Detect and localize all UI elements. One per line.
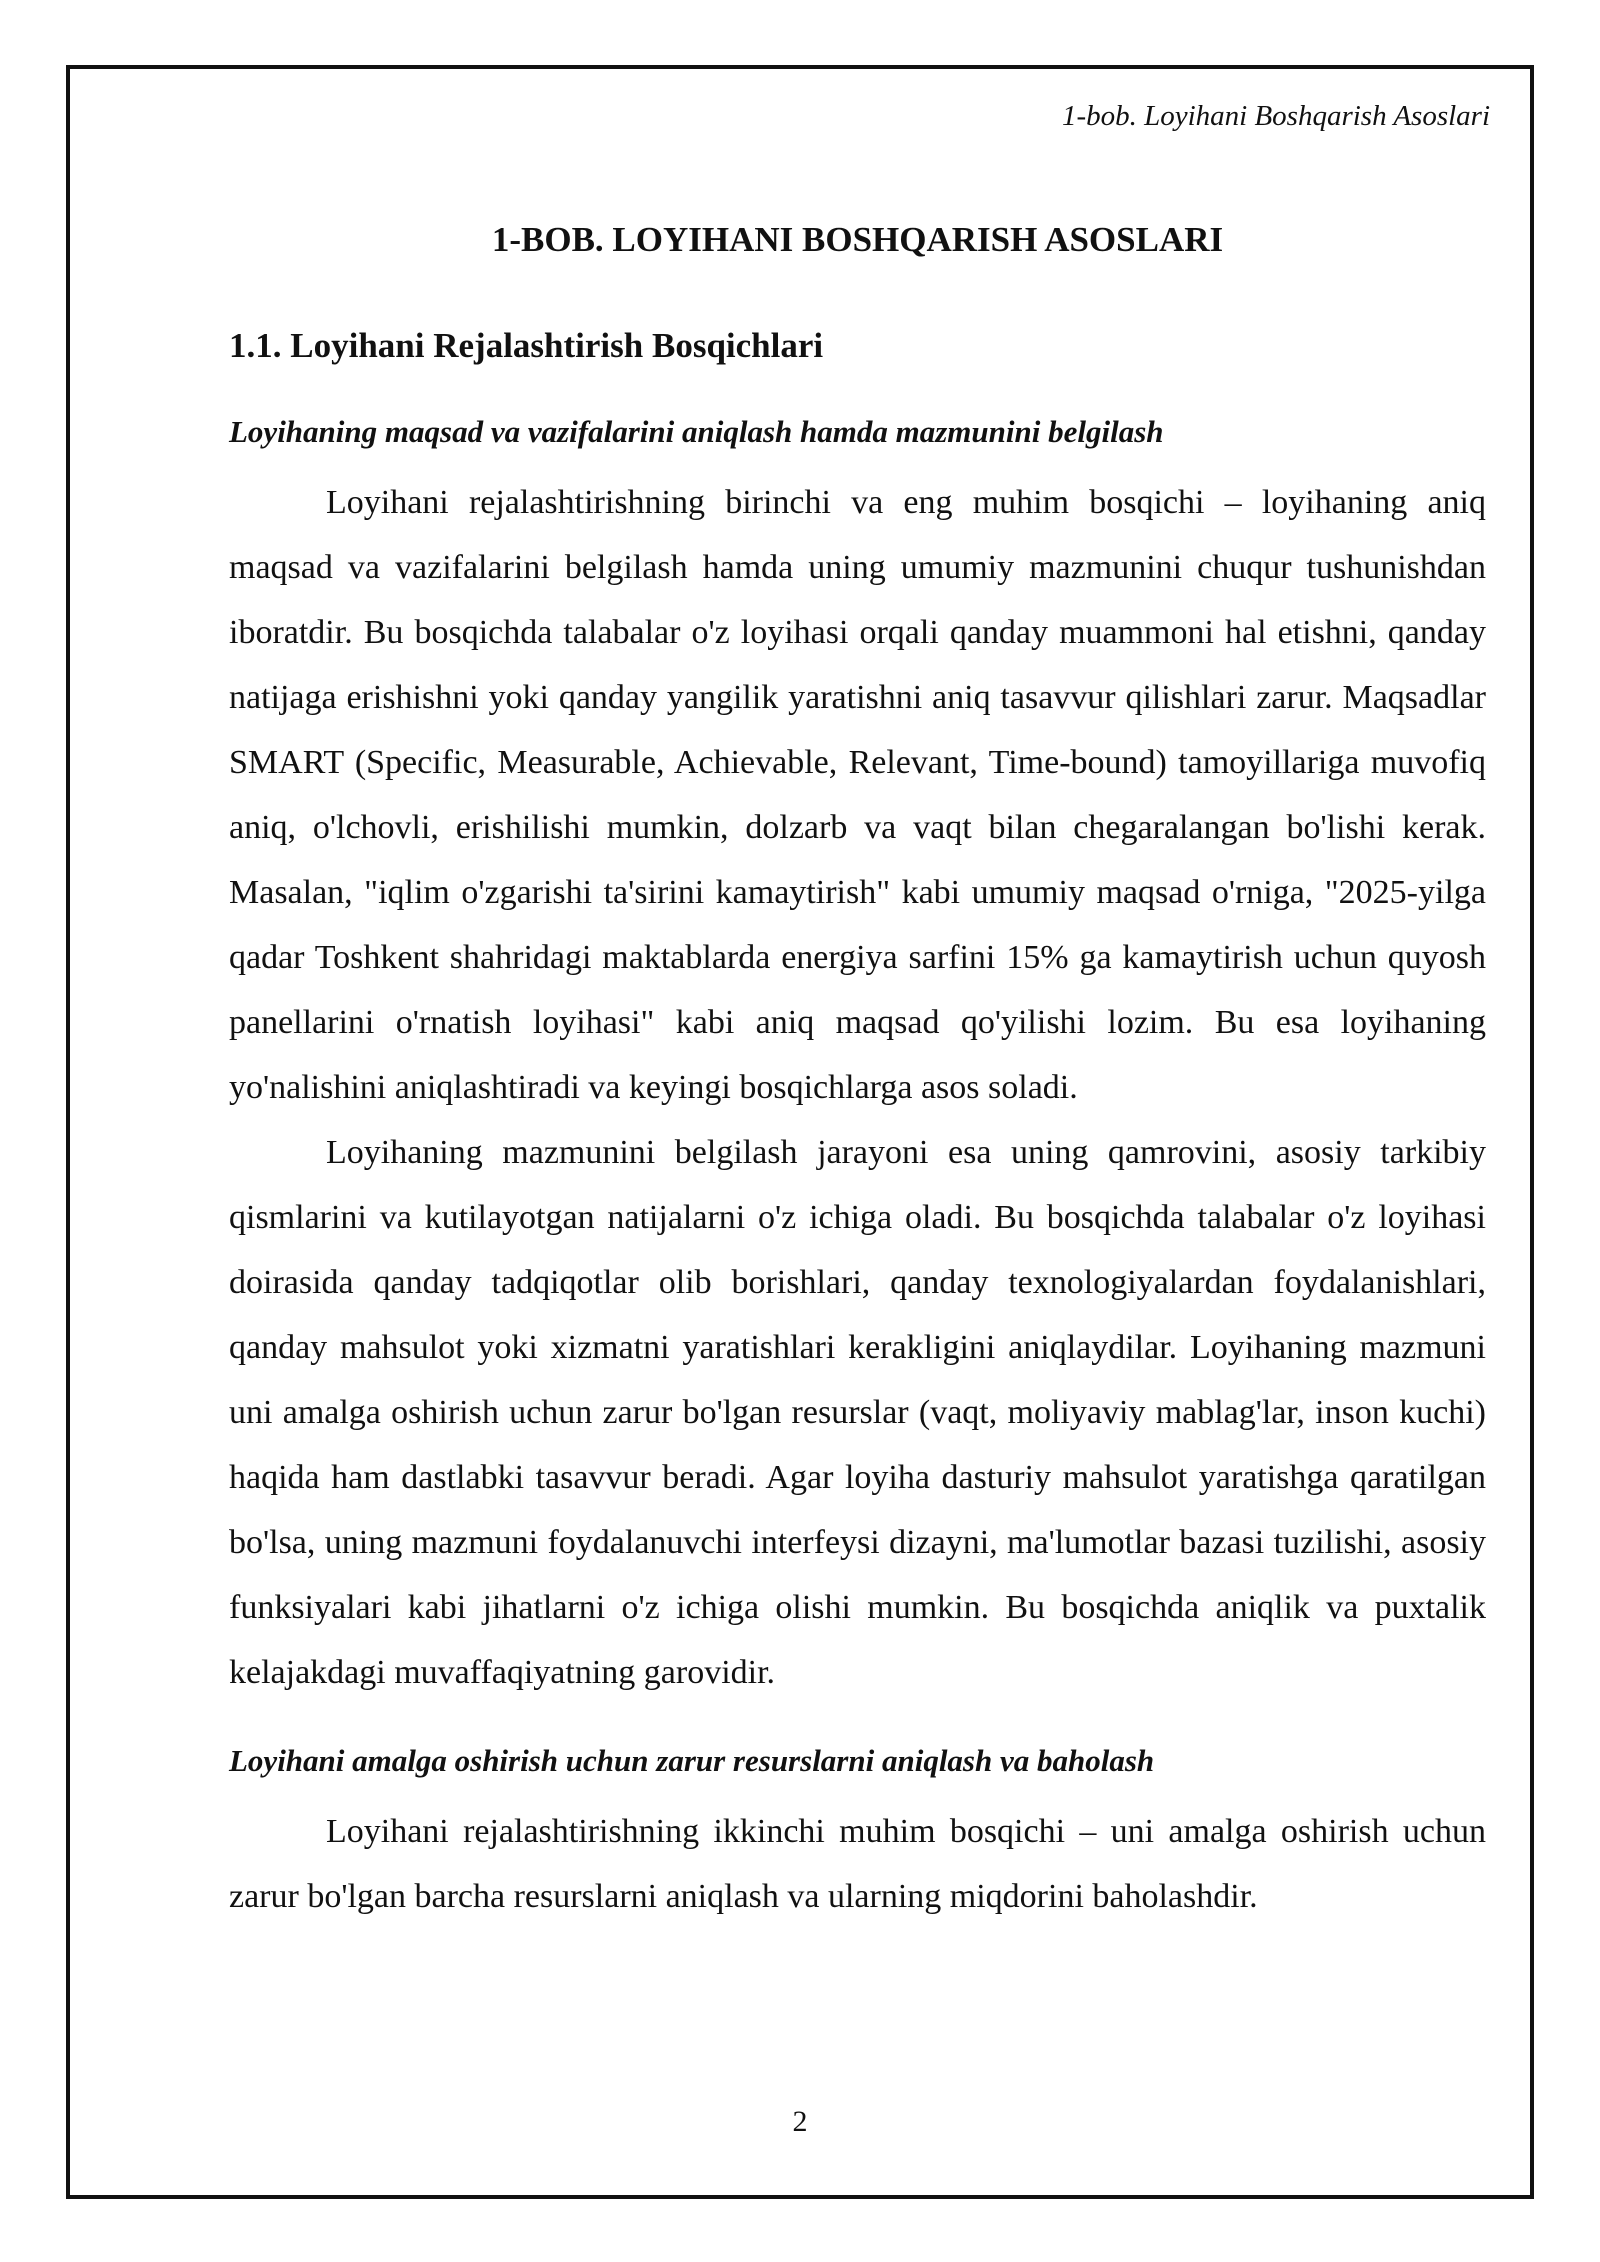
paragraph: Loyihaning mazmunini belgilash jarayoni esa uning qamrovini, asosiy tarkibiy qismlarini va kutilayotgan natijalarni o'z ichiga oladi. Bu bosqichda talabalar o'z loyihasi doirasida qanday tadqiqotlar olib borishlari, qanday texnologiyalardan foydalanishlari, qanday mahsulot yoki xizmatni yaratishlari kerakligini aniqlaydilar. Loyihaning mazmuni uni amalga oshirish uchun zarur bo'lgan resurslar (vaqt, moliyaviy mablag'lar, inson kuchi) haqida ham dastlabki tasavvur beradi. Agar loyiha dasturiy mahsulot yaratishga qaratilgan bo'lsa, uning mazmuni foydalanuvchi interfeysi dizayni, ma'lumotlar bazasi tuzilishi, asosiy funksiyalari kabi jihatlarni o'z ichiga olishi mumkin. Bu bosqichda aniqlik va puxtalik kelajakdagi muvaffaqiyatning garovidir. bbox=[229, 1134, 1486, 1691]
subsection-heading-resources: Loyihani amalga oshirish uchun zarur resurslarni aniqlash va baholash bbox=[229, 1743, 1155, 1778]
page-number: 2 bbox=[792, 2105, 808, 2138]
chapter-title: 1-BOB. LOYIHANI BOSHQARISH ASOSLARI bbox=[491, 220, 1224, 259]
paragraph: Loyihani rejalashtirishning birinchi va eng muhim bosqichi – loyihaning aniq maqsad va vazifalarini belgilash hamda uning umumiy mazmunini chuqur tushunishdan iboratdir. Bu bosqichda talabalar o'z loyihasi orqali qanday muammoni hal etishni, qanday natijaga erishishni yoki qanday yangilik yaratishni aniq tasavvur qilishlari zarur. Maqsadlar SMART (Specific, Measurable, Achievable, Relevant, Time-bound) tamoyillariga muvofiq aniq, o'lchovli, erishilishi mumkin, dolzarb va vaqt bilan chegaralangan bo'lishi kerak. Masalan, "iqlim o'zgarishi ta'sirini kamaytirish" kabi umumiy maqsad o'rniga, "2025-yilga qadar Toshkent shahridagi maktablarda energiya sarfini 15% ga kamaytirish uchun quyosh panellarini o'rnatish loyihasi" kabi aniq maqsad qo'yilishi lozim. Bu esa loyihaning yo'nalishini aniqlashtiradi va keyingi bosqichlarga asos soladi. bbox=[229, 484, 1486, 1106]
page-content bbox=[229, 210, 1486, 1929]
running-header: 1-bob. Loyihani Boshqarish Asoslari bbox=[1061, 100, 1490, 132]
subsection-heading-goals: Loyihaning maqsad va vazifalarini aniqlash hamda mazmunini belgilash bbox=[229, 414, 1164, 449]
paragraph: Loyihani rejalashtirishning ikkinchi muhim bosqichi – uni amalga oshirish uchun zarur bo'lgan barcha resurslarni aniqlash va ularning miqdorini baholashdir. bbox=[229, 1813, 1486, 1915]
section-title: 1.1. Loyihani Rejalashtirish Bosqichlari bbox=[229, 326, 824, 365]
